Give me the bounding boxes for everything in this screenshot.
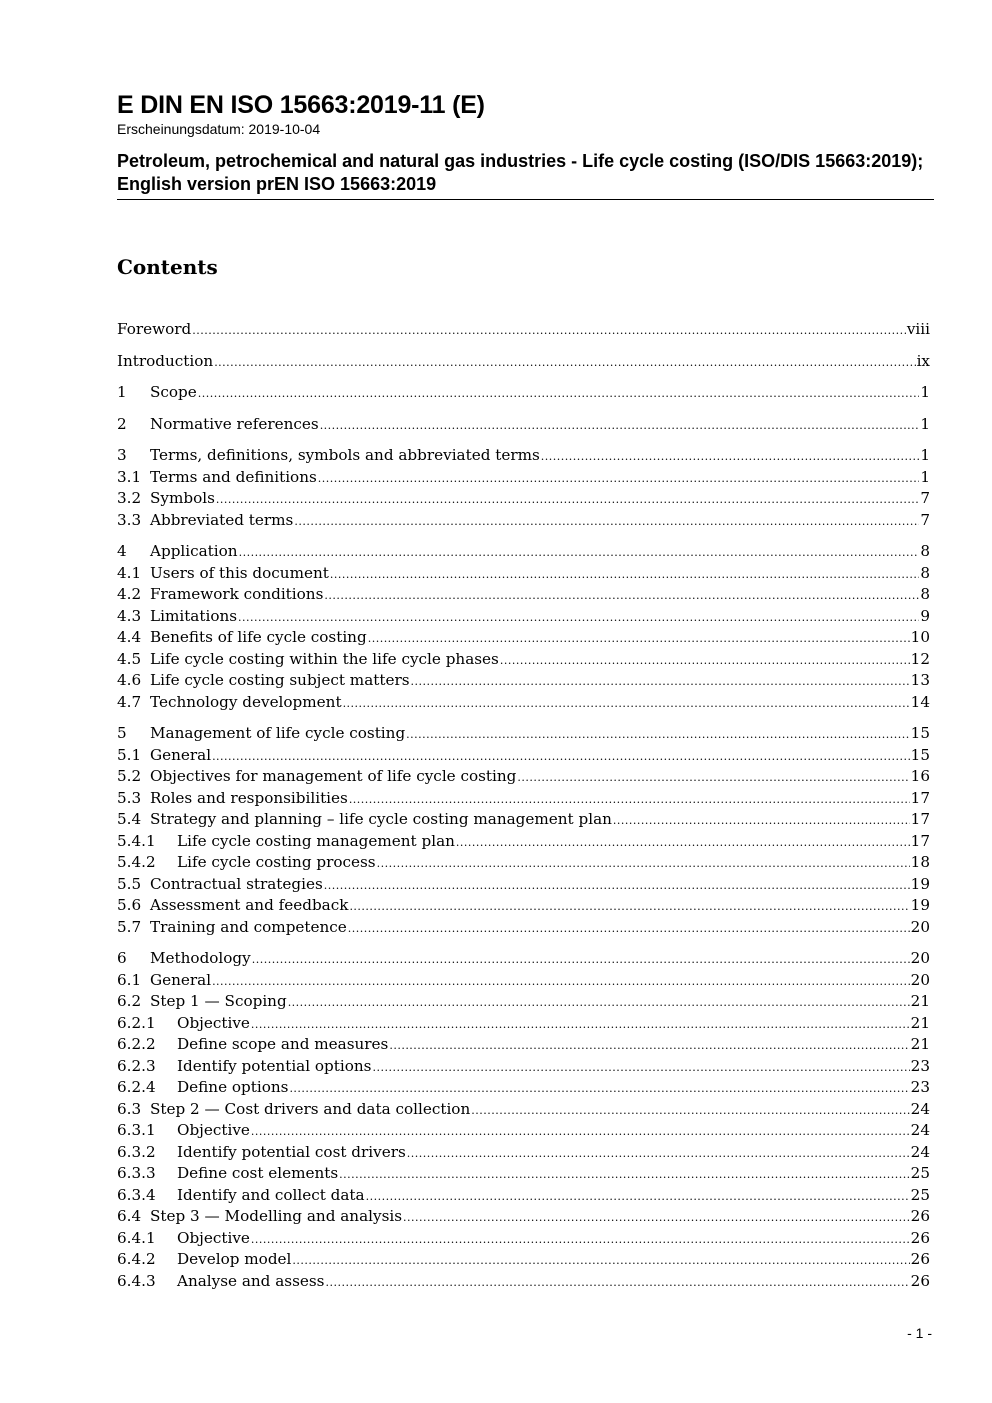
- toc-dot-leader: [349, 896, 909, 918]
- toc-entry[interactable]: [117, 414, 930, 436]
- table-of-contents: [117, 319, 930, 1292]
- toc-entry-number: 5.4.2: [117, 853, 156, 871]
- toc-entry-page: 18: [910, 853, 930, 871]
- toc-entry-number: 5.4.1: [117, 831, 156, 850]
- toc-entry-number: 4.1: [117, 563, 142, 582]
- toc-dot-leader: [252, 949, 910, 971]
- toc-entry-page: 12: [910, 649, 930, 668]
- toc-entry[interactable]: [117, 692, 930, 714]
- toc-entry[interactable]: [117, 852, 930, 874]
- toc-dot-leader: [289, 1078, 909, 1100]
- toc-dot-leader: [343, 693, 910, 715]
- toc-entry-title: Objectives for management of life cycle costing: [150, 767, 517, 785]
- toc-entry-number: 5: [117, 724, 127, 742]
- toc-entry-number: 5.6: [117, 896, 142, 914]
- toc-entry-number: 5.2: [117, 767, 142, 785]
- toc-entry-title: Foreword: [117, 320, 192, 338]
- toc-entry-title: Life cycle costing management plan: [177, 831, 455, 850]
- toc-entry-number: 4.3: [117, 606, 142, 625]
- toc-entry-number: 6.2: [117, 992, 142, 1010]
- toc-entry-number: 3: [117, 446, 127, 464]
- toc-entry[interactable]: [117, 670, 930, 692]
- toc-entry-page: 17: [910, 788, 930, 807]
- toc-dot-leader: [325, 1272, 909, 1294]
- toc-entry[interactable]: [117, 584, 930, 606]
- toc-entry[interactable]: [117, 563, 930, 585]
- toc-entry-page: 9: [920, 606, 930, 625]
- toc-dot-leader: [294, 511, 919, 533]
- toc-entry-number: 3.2: [117, 489, 142, 507]
- toc-entry[interactable]: [117, 1228, 930, 1250]
- toc-dot-leader: [324, 585, 919, 607]
- toc-entry-title: Step 1 — Scoping: [150, 992, 287, 1010]
- toc-entry-number: 6.3: [117, 1099, 142, 1118]
- toc-entry[interactable]: [117, 874, 930, 896]
- toc-dot-leader: [318, 468, 920, 490]
- toc-entry-title: Objective: [177, 1013, 250, 1032]
- toc-dot-leader: [613, 810, 910, 832]
- document-title: Petroleum, petrochemical and natural gas industries - Life cycle costing (ISO/DIS 15663:2019); English version prEN ISO 15663:2019: [117, 150, 934, 200]
- toc-entry[interactable]: [117, 766, 930, 788]
- toc-entry-title: Roles and responsibilities: [150, 788, 348, 807]
- toc-entry-title: Step 2 — Cost drivers and data collection: [150, 1099, 471, 1118]
- toc-entry-page: 20: [910, 949, 930, 967]
- toc-entry-page: 21: [910, 1013, 930, 1032]
- toc-entry-page: ix: [916, 351, 930, 370]
- toc-entry[interactable]: [117, 895, 930, 917]
- toc-entry-page: 23: [910, 1078, 930, 1096]
- toc-entry-page: 24: [910, 1099, 930, 1118]
- toc-entry-number: 6.2.1: [117, 1013, 156, 1032]
- toc-dot-leader: [238, 607, 919, 629]
- toc-dot-leader: [372, 1057, 909, 1079]
- toc-entry-title: Life cycle costing process: [177, 853, 376, 871]
- toc-entry-page: 24: [910, 1142, 930, 1161]
- toc-entry-number: 2: [117, 414, 127, 433]
- toc-entry[interactable]: [117, 606, 930, 628]
- toc-entry[interactable]: [117, 948, 930, 970]
- toc-entry-title: Life cycle costing subject matters: [150, 671, 410, 689]
- toc-entry-number: 6.2.4: [117, 1078, 156, 1096]
- toc-entry-title: Objective: [177, 1228, 250, 1247]
- toc-entry-title: Define options: [177, 1078, 289, 1096]
- toc-entry-page: 10: [910, 628, 930, 646]
- toc-entry[interactable]: [117, 351, 930, 373]
- toc-entry-page: 19: [910, 896, 930, 914]
- toc-entry[interactable]: [117, 1099, 930, 1121]
- toc-entry-number: 5.5: [117, 874, 142, 893]
- toc-entry-page: 25: [910, 1164, 930, 1182]
- toc-entry-title: Identify and collect data: [177, 1185, 365, 1204]
- toc-entry-page: 1: [920, 414, 930, 433]
- toc-entry[interactable]: [117, 1185, 930, 1207]
- toc-entry-number: 6.3.1: [117, 1121, 156, 1139]
- document-header: [117, 90, 934, 200]
- toc-entry[interactable]: [117, 488, 930, 510]
- toc-entry[interactable]: [117, 510, 930, 532]
- toc-dot-leader: [349, 789, 910, 811]
- toc-entry-title: Strategy and planning – life cycle costing management plan: [150, 810, 612, 828]
- toc-dot-leader: [239, 542, 920, 564]
- toc-entry-page: 21: [910, 992, 930, 1010]
- toc-entry-page: 26: [910, 1271, 930, 1290]
- toc-entry-title: Application: [150, 542, 238, 560]
- toc-entry-title: Management of life cycle costing: [150, 724, 406, 742]
- toc-entry-page: 8: [920, 542, 930, 560]
- toc-dot-leader: [348, 918, 910, 940]
- toc-entry[interactable]: [117, 809, 930, 831]
- toc-entry-title: Analyse and assess: [177, 1271, 325, 1290]
- toc-entry-page: 19: [910, 874, 930, 893]
- toc-entry[interactable]: [117, 382, 930, 404]
- toc-entry[interactable]: [117, 627, 930, 649]
- toc-entry-page: 1: [920, 467, 930, 486]
- toc-entry-page: 17: [910, 831, 930, 850]
- toc-dot-leader: [389, 1035, 909, 1057]
- toc-entry-page: 17: [910, 810, 930, 828]
- toc-entry-page: 25: [910, 1185, 930, 1204]
- toc-entry-page: 20: [910, 970, 930, 989]
- toc-entry-number: 6.4: [117, 1207, 142, 1225]
- toc-dot-leader: [517, 767, 909, 789]
- toc-entry-title: Identify potential cost drivers: [177, 1142, 406, 1161]
- toc-dot-leader: [288, 992, 910, 1014]
- toc-dot-leader: [339, 1164, 910, 1186]
- toc-entry-title: Define cost elements: [177, 1164, 339, 1182]
- toc-entry-number: 6.1: [117, 970, 142, 989]
- toc-entry-title: Step 3 — Modelling and analysis: [150, 1207, 403, 1225]
- toc-entry-page: 15: [910, 745, 930, 764]
- toc-entry-page: 8: [920, 563, 930, 582]
- toc-entry-title: Contractual strategies: [150, 874, 323, 893]
- toc-dot-leader: [407, 1143, 910, 1165]
- toc-entry[interactable]: [117, 1142, 930, 1164]
- toc-entry-number: 6.2.3: [117, 1056, 156, 1075]
- toc-entry[interactable]: [117, 649, 930, 671]
- toc-entry[interactable]: [117, 1249, 930, 1271]
- document-id: E DIN EN ISO 15663:2019-11 (E): [117, 91, 485, 119]
- toc-dot-leader: [366, 1186, 910, 1208]
- toc-dot-leader: [406, 724, 910, 746]
- toc-entry-title: Terms and definitions: [150, 467, 317, 486]
- toc-dot-leader: [214, 352, 915, 374]
- toc-entry[interactable]: [117, 1056, 930, 1078]
- toc-dot-leader: [198, 383, 920, 405]
- toc-entry-page: 7: [920, 489, 930, 507]
- toc-entry-page: 24: [910, 1121, 930, 1139]
- toc-entry-page: 20: [910, 917, 930, 936]
- toc-dot-leader: [403, 1207, 910, 1229]
- page-number: - 1 -: [907, 1325, 932, 1341]
- toc-dot-leader: [320, 415, 920, 437]
- toc-entry-number: 4.5: [117, 649, 142, 668]
- toc-dot-leader: [216, 489, 919, 511]
- toc-entry-page: 14: [910, 692, 930, 711]
- toc-entry-title: Develop model: [177, 1250, 292, 1268]
- toc-entry-title: Methodology: [150, 949, 251, 967]
- toc-entry[interactable]: [117, 541, 930, 563]
- toc-entry-number: 4: [117, 542, 127, 560]
- toc-entry-title: Assessment and feedback: [150, 896, 349, 914]
- toc-entry[interactable]: [117, 745, 930, 767]
- toc-entry-title: Define scope and measures: [177, 1035, 389, 1053]
- toc-entry-number: 4.6: [117, 671, 142, 689]
- toc-entry[interactable]: [117, 788, 930, 810]
- toc-dot-leader: [411, 671, 910, 693]
- toc-entry-number: 6.4.3: [117, 1271, 156, 1290]
- contents-heading: Contents: [117, 255, 218, 279]
- toc-entry-number: 3.1: [117, 467, 142, 486]
- toc-entry-number: 5.7: [117, 917, 142, 936]
- toc-entry-page: 23: [910, 1056, 930, 1075]
- toc-entry[interactable]: [117, 1077, 930, 1099]
- toc-entry[interactable]: [117, 723, 930, 745]
- toc-entry-title: Benefits of life cycle costing: [150, 628, 367, 646]
- toc-entry[interactable]: [117, 467, 930, 489]
- toc-entry[interactable]: [117, 917, 930, 939]
- toc-dot-leader: [471, 1100, 909, 1122]
- toc-entry-title: Terms, definitions, symbols and abbreviated terms: [150, 446, 540, 464]
- toc-dot-leader: [192, 320, 906, 342]
- toc-dot-leader: [292, 1250, 909, 1272]
- toc-entry-title: Normative references: [150, 414, 319, 433]
- toc-dot-leader: [251, 1229, 910, 1251]
- toc-entry-number: 4.2: [117, 585, 142, 603]
- toc-entry-number: 6: [117, 949, 127, 967]
- toc-entry-page: 26: [910, 1207, 930, 1225]
- toc-entry-number: 6.3.2: [117, 1142, 156, 1161]
- toc-entry-page: 26: [910, 1228, 930, 1247]
- toc-entry-page: 13: [910, 671, 930, 689]
- toc-entry-number: 1: [117, 383, 127, 401]
- toc-entry-title: General: [150, 745, 212, 764]
- toc-entry-page: 1: [920, 446, 930, 464]
- toc-dot-leader: [377, 853, 910, 875]
- toc-dot-leader: [251, 1121, 910, 1143]
- publication-date: Erscheinungsdatum: 2019-10-04: [117, 121, 321, 137]
- toc-entry-title: Users of this document: [150, 563, 329, 582]
- toc-entry-page: 26: [910, 1250, 930, 1268]
- toc-entry-title: Symbols: [150, 489, 215, 507]
- toc-entry-title: Life cycle costing within the life cycle phases: [150, 649, 499, 668]
- toc-entry[interactable]: [117, 1206, 930, 1228]
- toc-entry[interactable]: [117, 991, 930, 1013]
- toc-entry[interactable]: [117, 445, 930, 467]
- toc-entry-title: Limitations: [150, 606, 238, 625]
- toc-entry-number: 5.3: [117, 788, 142, 807]
- toc-entry-number: 6.3.4: [117, 1185, 156, 1204]
- toc-entry-title: Introduction: [117, 351, 214, 370]
- toc-entry-page: 1: [920, 383, 930, 401]
- toc-dot-leader: [456, 832, 910, 854]
- toc-entry[interactable]: [117, 1120, 930, 1142]
- toc-entry-number: 5.1: [117, 745, 142, 764]
- toc-entry-title: Framework conditions: [150, 585, 324, 603]
- toc-entry-number: 5.4: [117, 810, 142, 828]
- toc-entry[interactable]: [117, 1013, 930, 1035]
- toc-entry-number: 3.3: [117, 510, 142, 529]
- toc-entry-title: Training and competence: [150, 917, 347, 936]
- toc-entry-number: 6.2.2: [117, 1035, 156, 1053]
- toc-entry-number: 6.4.1: [117, 1228, 156, 1247]
- toc-entry-title: Scope: [150, 383, 197, 401]
- toc-entry-title: Abbreviated terms: [150, 510, 294, 529]
- toc-dot-leader: [330, 564, 919, 586]
- toc-entry-title: Identify potential options: [177, 1056, 372, 1075]
- toc-dot-leader: [500, 650, 910, 672]
- toc-dot-leader: [251, 1014, 910, 1036]
- toc-dot-leader: [324, 875, 910, 897]
- toc-entry-page: 15: [910, 724, 930, 742]
- toc-entry[interactable]: [117, 1034, 930, 1056]
- toc-entry-page: 7: [920, 510, 930, 529]
- toc-entry-number: 6.3.3: [117, 1164, 156, 1182]
- toc-entry-title: Objective: [177, 1121, 250, 1139]
- toc-entry[interactable]: [117, 970, 930, 992]
- toc-dot-leader: [212, 746, 910, 768]
- toc-entry[interactable]: [117, 831, 930, 853]
- toc-entry-number: 4.7: [117, 692, 142, 711]
- toc-entry[interactable]: [117, 1163, 930, 1185]
- toc-dot-leader: [368, 628, 910, 650]
- toc-entry-page: 21: [910, 1035, 930, 1053]
- toc-dot-leader: [212, 971, 910, 993]
- toc-entry-number: 6.4.2: [117, 1250, 156, 1268]
- toc-entry[interactable]: [117, 1271, 930, 1293]
- toc-entry[interactable]: [117, 319, 930, 341]
- toc-entry-page: 8: [920, 585, 930, 603]
- toc-entry-title: General: [150, 970, 212, 989]
- toc-entry-number: 4.4: [117, 628, 142, 646]
- toc-entry-title: Technology development: [150, 692, 342, 711]
- toc-dot-leader: [541, 446, 920, 468]
- toc-entry-page: viii: [906, 320, 930, 338]
- toc-entry-page: 16: [910, 767, 930, 785]
